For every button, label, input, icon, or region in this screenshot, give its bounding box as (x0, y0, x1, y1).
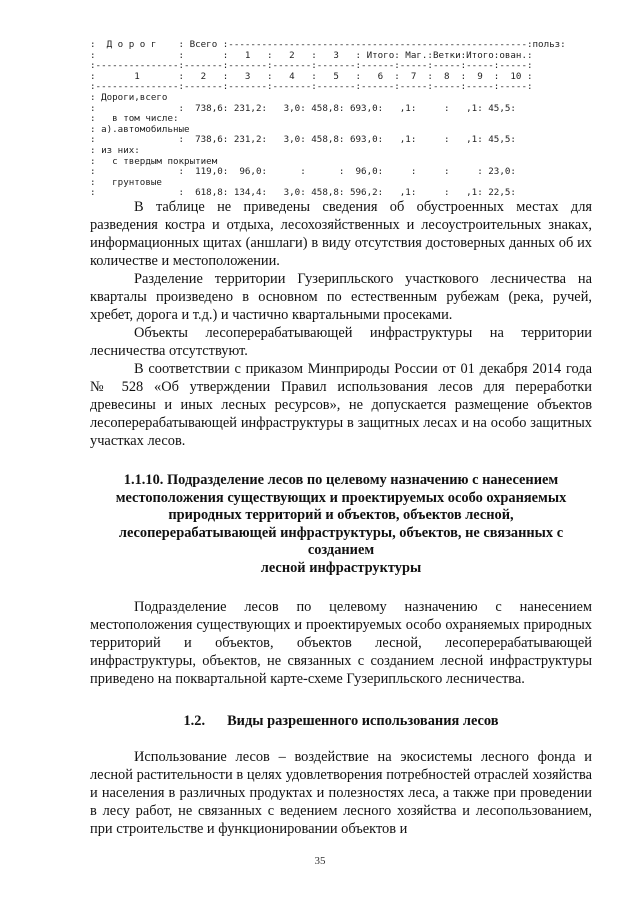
section-title: Виды разрешенного использования лесов (227, 713, 499, 729)
section-number: 1.2. (183, 713, 206, 729)
table-line: : : 618,8: 134,4: 3,0: 458,8: 596,2: ,1: : ,1: 22,5: (90, 187, 516, 199)
paragraph: Объекты лесоперерабатывающей инфраструктуры на территории лесничества отсутствуют. (90, 325, 592, 359)
paragraph: Разделение территории Гузерипльского участкового лесничества на кварталы произведено в основном по естественным рубежам (река, ручей, хребет, дорога и т.д.) и частично квартальными просеками. (90, 271, 592, 323)
table-line: :---------------:-------:-------:-------:-------:------:-----:-----:-----:-----: (90, 81, 533, 93)
heading-line: лесной инфраструктуры (260, 559, 422, 576)
table-line: : в том числе: (90, 113, 179, 125)
table-line: : с твердым покрытием (90, 155, 218, 167)
table-line: : Дороги,всего (90, 91, 168, 103)
table-line: : : 738,6: 231,2: 3,0: 458,8: 693,0: ,1: : ,1: 45,5: (90, 134, 516, 146)
table-line: : : 738,6: 231,2: 3,0: 458,8: 693,0: ,1: : ,1: 45,5: (90, 102, 516, 114)
heading-line: созданием (307, 542, 375, 559)
paragraph: Подразделение лесов по целевому назначению с нанесением местоположения существующих и проектируемых особо охраняемых природных территорий и объектов, объектов лесной, лесоперерабатывающей инфраструктуры, объектов, не связанных с созданием лесной инфраструктуры приведено на поквартальной карте-схеме Гузерипльского лесничества. (90, 599, 592, 687)
section-1-2-body (90, 748, 592, 838)
heading-1-1-10 (90, 472, 592, 578)
paragraph: В соответствии с приказом Минприроды России от 01 декабря 2014 года № 528 «Об утверждении Правил использования лесов для переработки древесины и иных лесных ресурсов», не допускается размещение объектов лесоперерабатывающей инфраструктуры в защитных лесах и на особо защитных участках лесов. (90, 361, 592, 449)
table-line: :---------------:-------:-------:-------:-------:------:-----:-----:-----:-----: (90, 60, 533, 72)
heading-line: природных территорий и объектов, объектов лесной, (168, 507, 514, 524)
table-line: : 1 : 2 : 3 : 4 : 5 : 6 : 7 : 8 : 9 : 10 : (90, 70, 533, 82)
table-line: : Д о р о г : Всего :------------------------------------------------------:польз: (90, 39, 566, 50)
paragraph: В таблице не приведены сведения об обустроенных местах для разведения костра и отдыха, лесохозяйственных и лесоустроительных знаках, информационных щитах (аншлаги) в виду отсутствия достоверных данных об их количестве и местоположении. (90, 199, 592, 269)
table-line: : : 119,0: 96,0: : : 96,0: : : : 23,0: (90, 166, 516, 178)
body-text-top (90, 198, 592, 450)
table-line: : из них: (90, 144, 140, 156)
table-line: : а).автомобильные (90, 123, 190, 135)
table-line: : грунтовые (90, 176, 162, 188)
paragraph: Использование лесов – воздействие на экосистемы лесного фонда и лесной растительности в целях удовлетворения потребностей отраслей хозяйства и населения в различных продуктах и полезностях леса, а также при проведении в лесу работ, не связанных с ведением лесного хозяйства и лесопользованием, при строительстве и функционировании объектов и (90, 749, 592, 837)
section-1-1-10-body (90, 598, 592, 688)
heading-line: лесоперерабатывающей инфраструктуры, объектов, не связанных с (118, 524, 564, 541)
page-number: 35 (314, 855, 326, 867)
roads-table (90, 40, 566, 199)
heading-line: местоположения существующих и проектируемых особо охраняемых (115, 489, 567, 506)
heading-line: 1.1.10. Подразделение лесов по целевому назначению с нанесением (123, 472, 559, 488)
table-line: : : : 1 : 2 : 3 : Итого: Маг.:Ветки:Итого:ован.: (90, 49, 533, 61)
section-1-2-heading (90, 712, 592, 730)
